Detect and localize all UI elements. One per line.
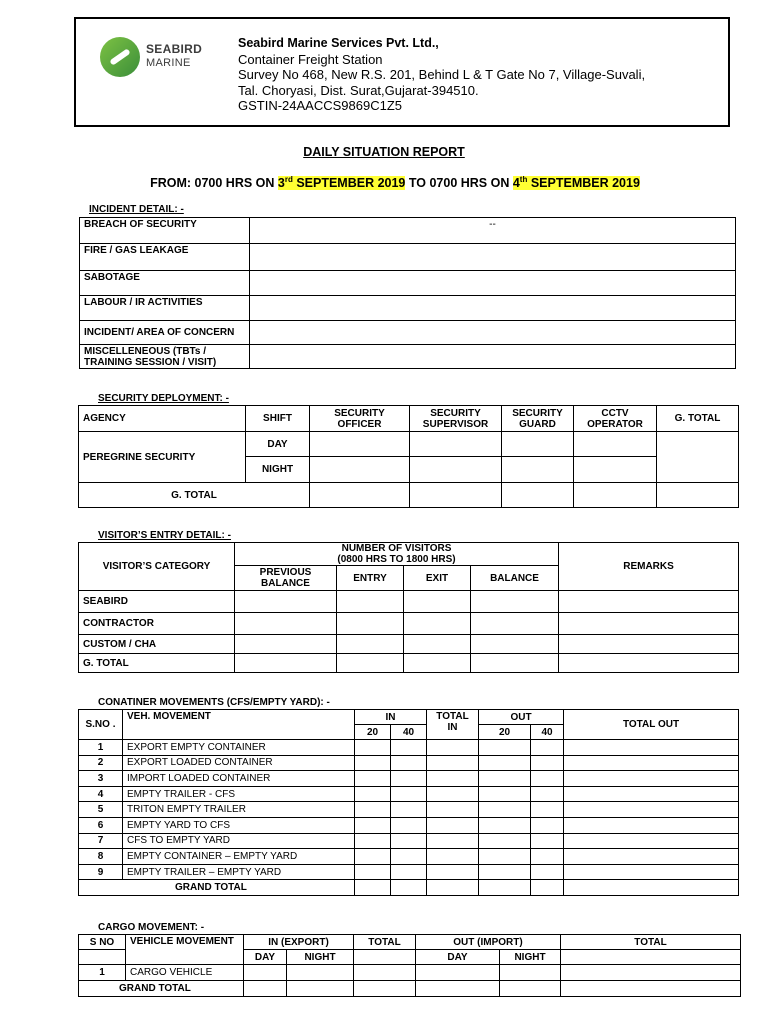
column-header: 40 bbox=[391, 725, 427, 740]
table-row bbox=[80, 271, 736, 296]
visitor-category: CUSTOM / CHA bbox=[79, 635, 235, 654]
column-header: EXIT bbox=[404, 566, 471, 591]
column-header: NIGHT bbox=[287, 950, 354, 965]
table-cell bbox=[471, 613, 559, 635]
row-movement: EMPTY TRAILER – EMPTY YARD bbox=[123, 864, 355, 880]
table-row bbox=[79, 432, 739, 457]
visitors-section-label: VISITOR’S ENTRY DETAIL: - bbox=[98, 530, 231, 541]
column-header: TOTAL IN bbox=[427, 710, 479, 740]
table-cell bbox=[410, 457, 502, 483]
container-table bbox=[78, 709, 739, 896]
table-cell bbox=[287, 965, 354, 981]
table-cell bbox=[427, 786, 479, 802]
column-header: PREVIOUS BALANCE bbox=[235, 566, 337, 591]
table-cell bbox=[479, 740, 531, 756]
column-header: VEHICLE MOVEMENT bbox=[126, 935, 244, 965]
visitors-table bbox=[78, 542, 739, 673]
incident-value bbox=[250, 296, 736, 321]
table-cell bbox=[404, 654, 471, 673]
column-header: ENTRY bbox=[337, 566, 404, 591]
table-cell bbox=[235, 591, 337, 613]
row-sno: 6 bbox=[79, 817, 123, 833]
column-header: SECURITY OFFICER bbox=[310, 406, 410, 432]
table-cell bbox=[244, 965, 287, 981]
grand-total-label: GRAND TOTAL bbox=[79, 981, 244, 997]
table-cell bbox=[427, 802, 479, 818]
column-header: IN bbox=[355, 710, 427, 725]
table-cell bbox=[559, 635, 739, 654]
table-cell bbox=[531, 771, 564, 787]
table-cell bbox=[391, 755, 427, 771]
number-of-visitors-header bbox=[235, 543, 559, 566]
column-header: G. TOTAL bbox=[657, 406, 739, 432]
table-cell bbox=[479, 849, 531, 865]
company-name: Seabird Marine Services Pvt. Ltd., bbox=[238, 36, 439, 50]
table-cell bbox=[244, 981, 287, 997]
visitor-category: SEABIRD bbox=[79, 591, 235, 613]
from-sup: rd bbox=[284, 175, 293, 184]
table-row bbox=[80, 321, 736, 345]
row-movement: IMPORT LOADED CONTAINER bbox=[123, 771, 355, 787]
row-sno: 3 bbox=[79, 771, 123, 787]
row-sno: 2 bbox=[79, 755, 123, 771]
table-cell bbox=[564, 833, 739, 849]
column-header: SECURITY SUPERVISOR bbox=[410, 406, 502, 432]
cargo-section-label: CARGO MOVEMENT: - bbox=[98, 922, 205, 933]
table-row bbox=[79, 591, 739, 613]
table-cell bbox=[502, 483, 574, 508]
cargo-table bbox=[78, 934, 741, 997]
visitor-category: CONTRACTOR bbox=[79, 613, 235, 635]
column-header: VEH. MOVEMENT bbox=[123, 710, 355, 740]
incident-value bbox=[250, 244, 736, 271]
table-cell bbox=[427, 817, 479, 833]
table-cell bbox=[559, 591, 739, 613]
table-cell bbox=[479, 771, 531, 787]
company-address-line2: Tal. Choryasi, Dist. Surat,Gujarat-394510. bbox=[238, 82, 479, 98]
table-cell bbox=[287, 981, 354, 997]
table-cell bbox=[391, 786, 427, 802]
table-cell bbox=[355, 849, 391, 865]
table-cell bbox=[479, 786, 531, 802]
table-cell bbox=[355, 880, 391, 896]
table-cell bbox=[531, 864, 564, 880]
table-cell bbox=[564, 802, 739, 818]
table-cell bbox=[391, 864, 427, 880]
table-cell bbox=[391, 817, 427, 833]
row-sno: 9 bbox=[79, 864, 123, 880]
table-cell bbox=[657, 483, 739, 508]
column-header: 40 bbox=[531, 725, 564, 740]
table-row bbox=[79, 817, 739, 833]
column-header: SECURITY GUARD bbox=[502, 406, 574, 432]
table-header-row bbox=[79, 406, 739, 432]
container-section-label: CONATINER MOVEMENTS (CFS/EMPTY YARD): - bbox=[98, 697, 330, 708]
to-date bbox=[513, 176, 640, 190]
table-cell bbox=[410, 483, 502, 508]
shift-cell: DAY bbox=[246, 432, 310, 457]
table-cell bbox=[531, 802, 564, 818]
table-row bbox=[79, 965, 741, 981]
table-cell bbox=[427, 740, 479, 756]
to-sup: th bbox=[519, 175, 528, 184]
column-header: S NO bbox=[79, 935, 126, 950]
agency-cell: PEREGRINE SECURITY bbox=[79, 432, 246, 483]
column-header: REMARKS bbox=[559, 543, 739, 591]
column-header: TOTAL bbox=[354, 935, 416, 950]
table-cell bbox=[564, 817, 739, 833]
incident-item: BREACH OF SECURITY bbox=[80, 218, 250, 244]
incident-value bbox=[250, 345, 736, 369]
grand-total-label: GRAND TOTAL bbox=[79, 880, 355, 896]
company-details bbox=[238, 36, 645, 114]
column-header: 20 bbox=[479, 725, 531, 740]
table-row bbox=[80, 218, 736, 244]
from-label: FROM: 0700 HRS ON bbox=[150, 176, 278, 191]
table-row bbox=[79, 833, 739, 849]
column-header: TOTAL OUT bbox=[564, 710, 739, 740]
to-day: 4 bbox=[512, 176, 520, 191]
report-title: DAILY SITUATION REPORT bbox=[303, 145, 465, 159]
total-label: G. TOTAL bbox=[79, 483, 310, 508]
table-cell bbox=[427, 849, 479, 865]
table-cell bbox=[391, 849, 427, 865]
table-cell bbox=[235, 635, 337, 654]
row-sno: 7 bbox=[79, 833, 123, 849]
table-row bbox=[79, 880, 739, 896]
table-header-row bbox=[79, 543, 739, 566]
column-header: VISITOR’S CATEGORY bbox=[79, 543, 235, 591]
table-cell bbox=[355, 864, 391, 880]
row-sno: 5 bbox=[79, 802, 123, 818]
table-cell bbox=[427, 771, 479, 787]
column-header: AGENCY bbox=[79, 406, 246, 432]
table-cell bbox=[564, 880, 739, 896]
incident-item: LABOUR / IR ACTIVITIES bbox=[80, 296, 250, 321]
incident-section-label: INCIDENT DETAIL: - bbox=[89, 204, 184, 215]
incident-value: -- bbox=[250, 218, 736, 244]
table-cell bbox=[657, 432, 739, 483]
table-row bbox=[79, 755, 739, 771]
table-cell bbox=[531, 849, 564, 865]
table-row bbox=[79, 802, 739, 818]
table-cell bbox=[355, 817, 391, 833]
table-cell bbox=[561, 981, 741, 997]
table-cell bbox=[427, 864, 479, 880]
column-header: 20 bbox=[355, 725, 391, 740]
column-header: S.NO . bbox=[79, 710, 123, 740]
table-cell bbox=[559, 613, 739, 635]
table-cell bbox=[355, 802, 391, 818]
column-header: CCTV OPERATOR bbox=[574, 406, 657, 432]
table-cell bbox=[416, 965, 500, 981]
table-cell bbox=[471, 591, 559, 613]
table-cell bbox=[337, 635, 404, 654]
visitor-category: G. TOTAL bbox=[79, 654, 235, 673]
table-cell bbox=[337, 654, 404, 673]
cargo-vehicle: CARGO VEHICLE bbox=[126, 965, 244, 981]
column-header: DAY bbox=[416, 950, 500, 965]
table-cell bbox=[502, 432, 574, 457]
table-cell bbox=[479, 864, 531, 880]
report-period bbox=[0, 175, 768, 190]
logo-text-line2: MARINE bbox=[146, 57, 191, 69]
table-cell bbox=[471, 635, 559, 654]
table-cell bbox=[531, 740, 564, 756]
table-cell bbox=[500, 981, 561, 997]
to-label: TO 0700 HRS ON bbox=[405, 176, 513, 191]
deployment-section-label: SECURITY DEPLOYMENT: - bbox=[98, 393, 229, 404]
table-cell bbox=[531, 833, 564, 849]
table-cell bbox=[479, 802, 531, 818]
incident-table bbox=[79, 217, 736, 369]
table-cell bbox=[427, 755, 479, 771]
table-cell bbox=[404, 591, 471, 613]
table-cell bbox=[310, 432, 410, 457]
incident-item: MISCELLENEOUS (TBTs / TRAINING SESSION / VISIT) bbox=[80, 345, 250, 369]
logo-text-line1: SEABIRD bbox=[146, 42, 203, 56]
incident-item: SABOTAGE bbox=[80, 271, 250, 296]
table-cell bbox=[561, 965, 741, 981]
container-rows bbox=[79, 740, 739, 880]
company-line2: Container Freight Station bbox=[238, 51, 383, 67]
column-header: IN (EXPORT) bbox=[244, 935, 354, 950]
row-movement: TRITON EMPTY TRAILER bbox=[123, 802, 355, 818]
table-cell bbox=[479, 880, 531, 896]
table-cell bbox=[355, 833, 391, 849]
table-cell bbox=[391, 771, 427, 787]
table-cell bbox=[564, 755, 739, 771]
table-cell bbox=[410, 432, 502, 457]
column-header: NIGHT bbox=[500, 950, 561, 965]
seabird-logo-icon bbox=[100, 37, 140, 77]
row-movement: CFS TO EMPTY YARD bbox=[123, 833, 355, 849]
table-cell bbox=[404, 635, 471, 654]
cargo-sno: 1 bbox=[79, 965, 126, 981]
column-header: DAY bbox=[244, 950, 287, 965]
row-movement: EXPORT EMPTY CONTAINER bbox=[123, 740, 355, 756]
table-cell bbox=[564, 864, 739, 880]
table-cell bbox=[391, 880, 427, 896]
row-movement: EMPTY YARD TO CFS bbox=[123, 817, 355, 833]
header-line1: NUMBER OF VISITORS bbox=[341, 543, 452, 554]
table-cell bbox=[479, 755, 531, 771]
table-row bbox=[80, 296, 736, 321]
table-cell bbox=[310, 457, 410, 483]
table-cell bbox=[337, 613, 404, 635]
table-row bbox=[80, 244, 736, 271]
incident-item: FIRE / GAS LEAKAGE bbox=[80, 244, 250, 271]
row-movement: EXPORT LOADED CONTAINER bbox=[123, 755, 355, 771]
table-cell bbox=[416, 981, 500, 997]
table-cell bbox=[531, 880, 564, 896]
table-cell bbox=[531, 817, 564, 833]
table-row bbox=[79, 864, 739, 880]
from-day: 3 bbox=[277, 176, 285, 191]
table-row bbox=[79, 849, 739, 865]
table-cell bbox=[479, 833, 531, 849]
table-row bbox=[80, 345, 736, 369]
incident-item: INCIDENT/ AREA OF CONCERN bbox=[80, 321, 250, 345]
table-cell bbox=[574, 457, 657, 483]
table-cell bbox=[561, 950, 741, 965]
table-cell bbox=[355, 740, 391, 756]
letterhead bbox=[74, 17, 730, 127]
to-month: SEPTEMBER 2019 bbox=[527, 176, 640, 191]
company-address-line1: Survey No 468, New R.S. 201, Behind L & T Gate No 7, Village-Suvali, bbox=[238, 67, 646, 82]
table-cell bbox=[559, 654, 739, 673]
table-cell bbox=[391, 833, 427, 849]
table-row bbox=[79, 635, 739, 654]
table-cell bbox=[79, 950, 126, 965]
from-date bbox=[278, 176, 406, 190]
from-month: SEPTEMBER 2019 bbox=[292, 176, 406, 191]
seabird-logo bbox=[100, 37, 210, 81]
table-cell bbox=[564, 786, 739, 802]
column-header: OUT (IMPORT) bbox=[416, 935, 561, 950]
table-cell bbox=[337, 591, 404, 613]
table-cell bbox=[471, 654, 559, 673]
row-sno: 8 bbox=[79, 849, 123, 865]
table-cell bbox=[574, 483, 657, 508]
column-header: OUT bbox=[479, 710, 564, 725]
table-cell bbox=[427, 833, 479, 849]
header-line2: (0800 HRS TO 1800 HRS) bbox=[337, 554, 456, 565]
company-gstin: GSTIN-24AACCS9869C1Z5 bbox=[238, 98, 403, 113]
table-cell bbox=[355, 771, 391, 787]
row-movement: EMPTY TRAILER - CFS bbox=[123, 786, 355, 802]
table-header-row bbox=[79, 710, 739, 725]
table-cell bbox=[564, 771, 739, 787]
table-header-row bbox=[79, 935, 741, 950]
table-cell bbox=[355, 755, 391, 771]
table-row bbox=[79, 981, 741, 997]
column-header: BALANCE bbox=[471, 566, 559, 591]
shift-cell: NIGHT bbox=[246, 457, 310, 483]
table-row bbox=[79, 483, 739, 508]
table-cell bbox=[531, 786, 564, 802]
table-cell bbox=[427, 880, 479, 896]
incident-value bbox=[250, 321, 736, 345]
table-row bbox=[79, 654, 739, 673]
row-sno: 1 bbox=[79, 740, 123, 756]
row-sno: 4 bbox=[79, 786, 123, 802]
table-cell bbox=[574, 432, 657, 457]
table-cell bbox=[235, 654, 337, 673]
table-cell bbox=[500, 965, 561, 981]
table-cell bbox=[404, 613, 471, 635]
incident-value bbox=[250, 271, 736, 296]
table-cell bbox=[479, 817, 531, 833]
row-movement: EMPTY CONTAINER – EMPTY YARD bbox=[123, 849, 355, 865]
table-cell bbox=[531, 755, 564, 771]
table-row bbox=[79, 771, 739, 787]
table-cell bbox=[502, 457, 574, 483]
table-cell bbox=[235, 613, 337, 635]
deployment-table bbox=[78, 405, 739, 508]
column-header: SHIFT bbox=[246, 406, 310, 432]
table-cell bbox=[391, 740, 427, 756]
table-cell bbox=[354, 965, 416, 981]
column-header: TOTAL bbox=[561, 935, 741, 950]
table-cell bbox=[355, 786, 391, 802]
table-row bbox=[79, 613, 739, 635]
table-row bbox=[79, 786, 739, 802]
table-cell bbox=[564, 849, 739, 865]
table-cell bbox=[310, 483, 410, 508]
table-row bbox=[79, 740, 739, 756]
table-cell bbox=[354, 981, 416, 997]
table-cell bbox=[391, 802, 427, 818]
table-cell bbox=[354, 950, 416, 965]
table-cell bbox=[564, 740, 739, 756]
